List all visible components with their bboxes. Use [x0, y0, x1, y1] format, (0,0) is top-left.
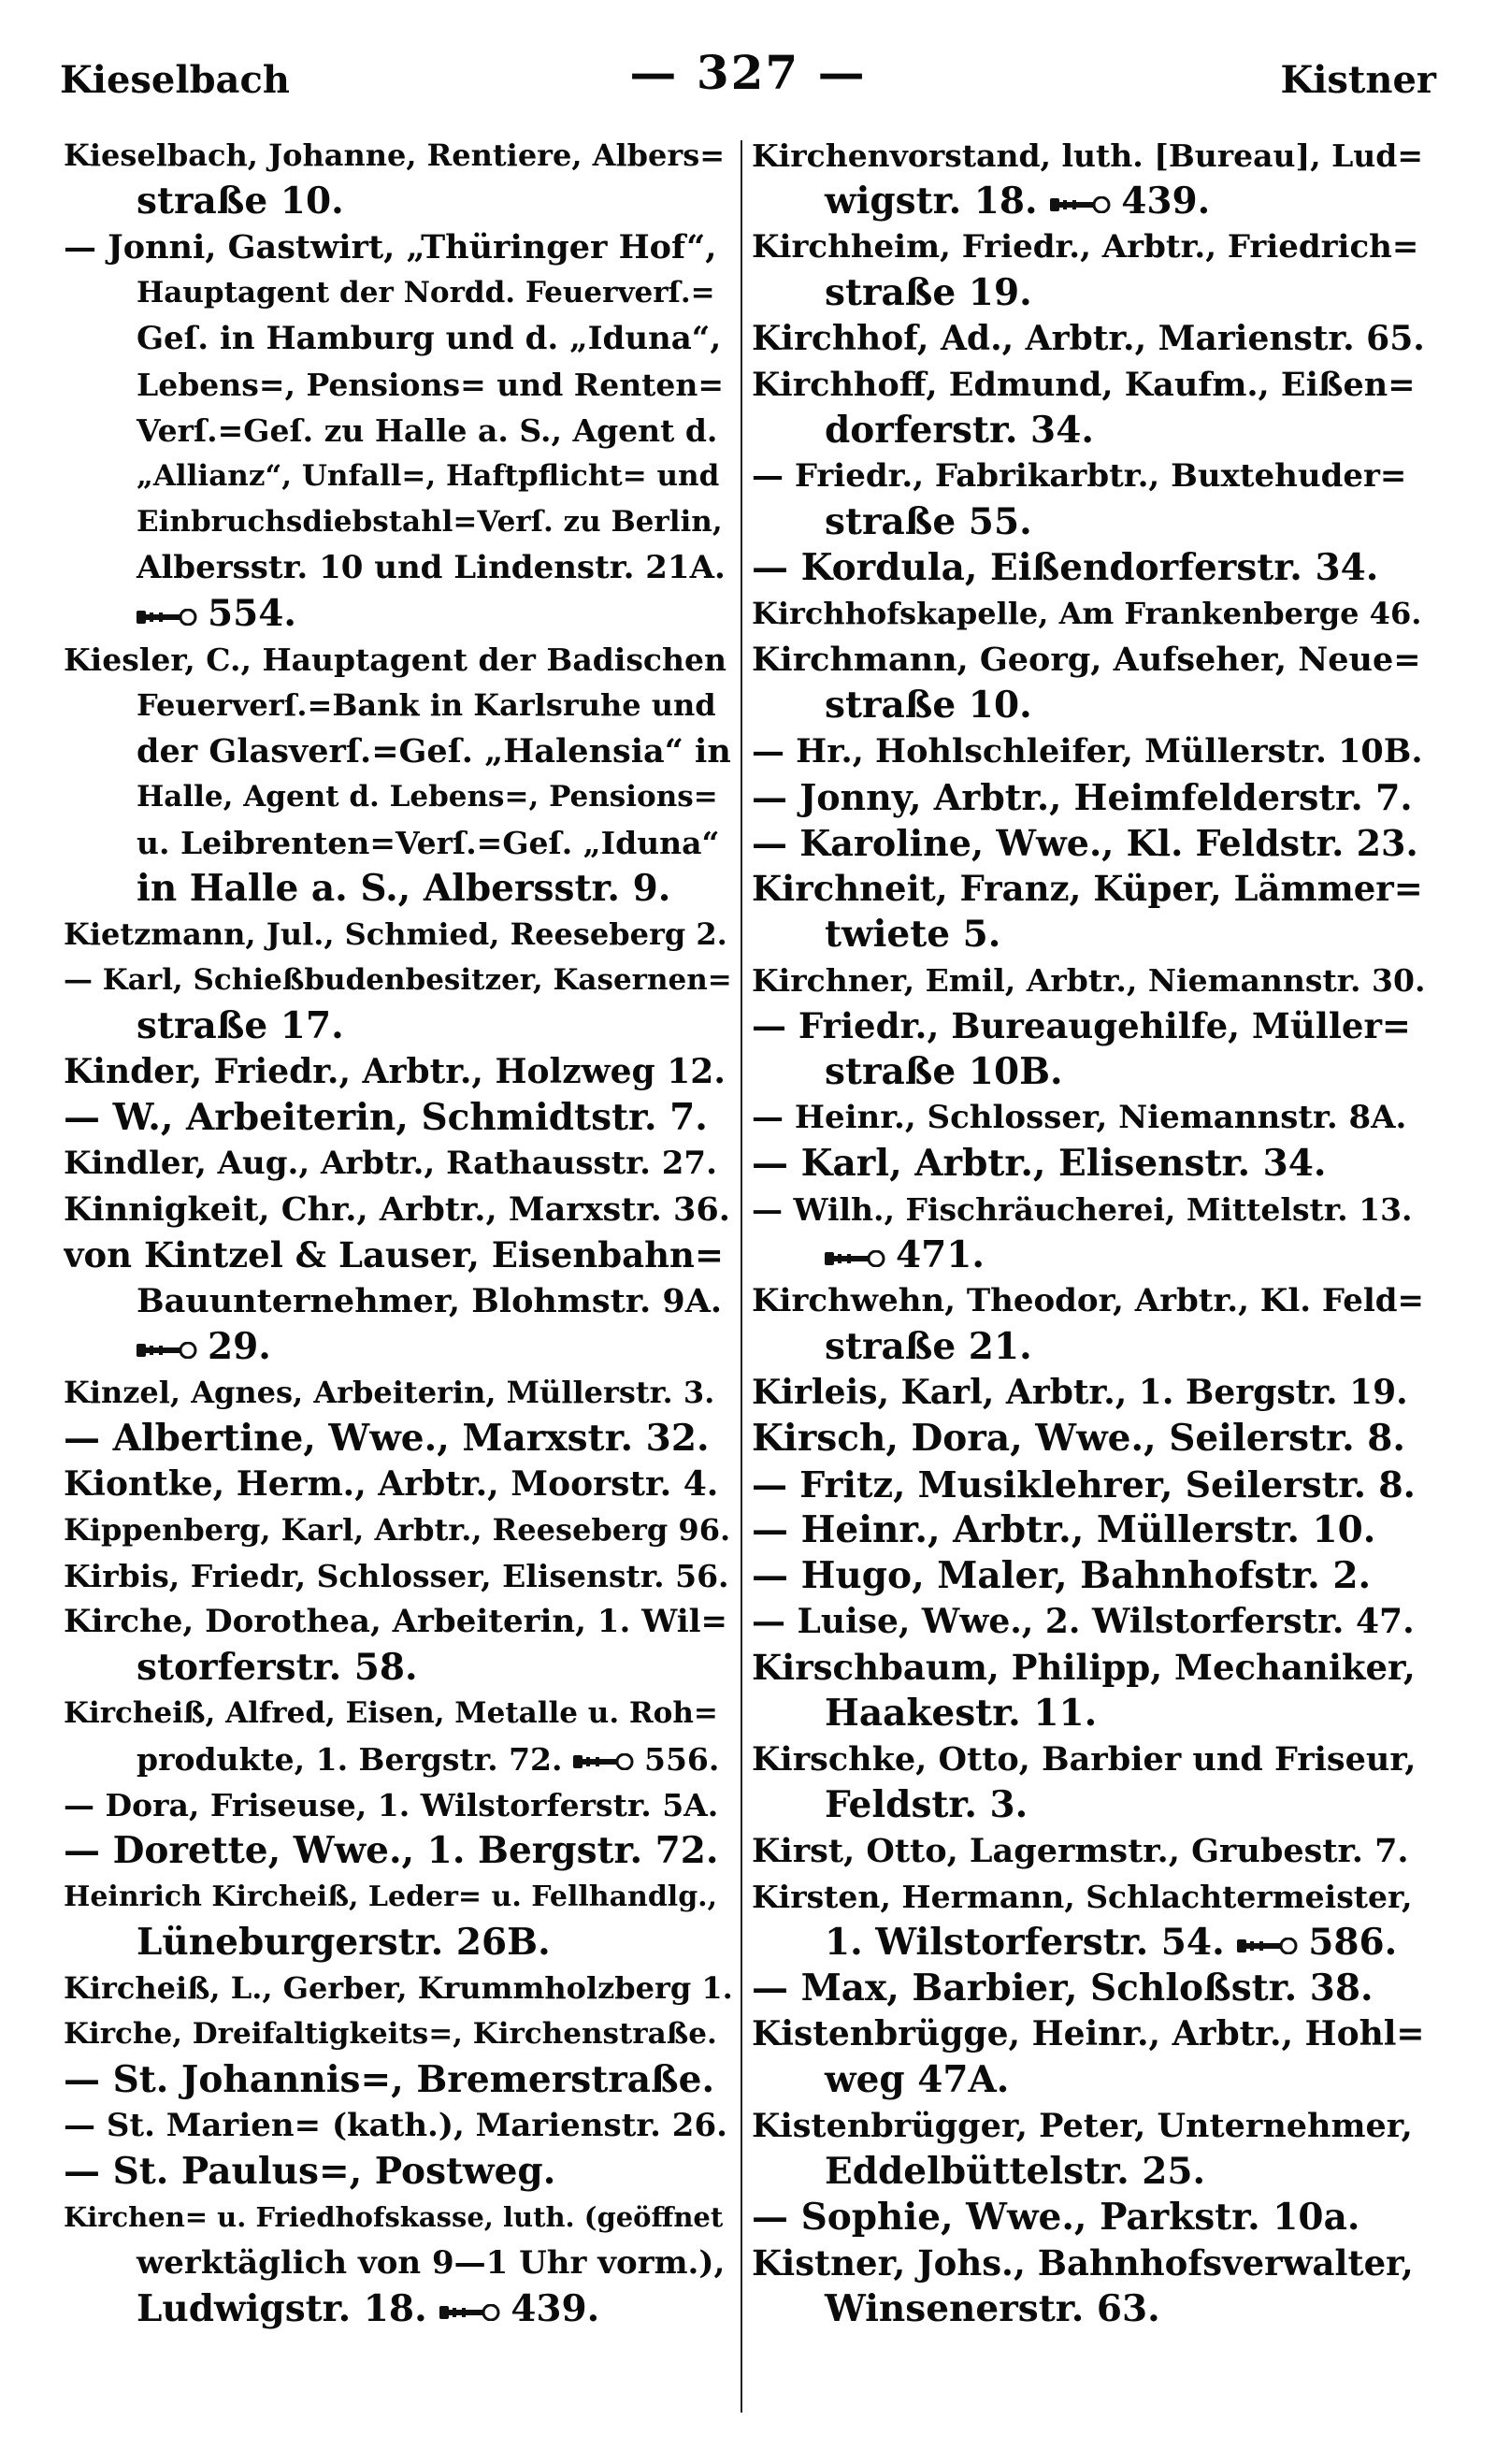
entry-line [752, 2057, 1425, 2103]
entry-line [64, 408, 733, 454]
entry-line [752, 2286, 1425, 2332]
entry-line [752, 866, 1425, 912]
entry-text: Feuerverſ.=Bank in Karlsruhe und [137, 687, 716, 723]
phone-number: 439. [1121, 180, 1211, 223]
entry-text: Kirsten, Hermann, Schlachtermeister, [752, 1879, 1413, 1915]
right-column [752, 133, 1425, 2332]
page-number: — 327 — [629, 45, 867, 100]
entry-line [64, 2241, 733, 2286]
entry-line [64, 591, 733, 637]
entry-text: werktäglich von 9—1 Uhr vorm.), [137, 2244, 726, 2282]
telephone-icon [1050, 196, 1112, 213]
entry-line [64, 224, 733, 270]
entry-text: Kinzel, Agnes, Arbeiterin, Müllerstr. 3. [64, 1375, 715, 1410]
entry-line [752, 1599, 1425, 1645]
entry-text: Kistenbrügger, Peter, Unternehmer, [752, 2107, 1413, 2145]
entry-text: „Allianz“, Unfall=, Haftpflicht= und [137, 459, 720, 493]
entry-line [752, 454, 1425, 499]
entry-line [64, 912, 733, 958]
entry-line [752, 1095, 1425, 1141]
entry-text: — Albertine, Wwe., Marxstr. 32. [64, 1417, 710, 1460]
entry-text: — Karoline, Wwe., Kl. Feldstr. 23. [752, 822, 1418, 864]
entry-text: — Heinr., Schlosser, Niemannstr. 8A. [752, 1099, 1407, 1136]
entry-text: Eddelbüttelstr. 25. [825, 2150, 1206, 2193]
entry-line [752, 1003, 1425, 1049]
entry-line [752, 179, 1425, 224]
entry-text: Kirschke, Otto, Barbier und Friseur, [752, 1740, 1417, 1779]
entry-line [64, 1232, 733, 1278]
entry-line [64, 1691, 733, 1736]
entry-line [64, 1187, 733, 1232]
entry-line [64, 958, 733, 1003]
entry-line [752, 728, 1425, 774]
entry-line [752, 133, 1425, 179]
entry-text: — Jonni, Gastwirt, „Thüringer Hof“, [64, 228, 717, 267]
entry-text: Heinrich Kircheiß, Leder= u. Fellhandlg., [64, 1880, 718, 1913]
entry-text: Kirleis, Karl, Arbtr., 1. Bergstr. 19. [752, 1373, 1408, 1412]
entry-text: Kirchhoff, Edmund, Kaufm., Eißen= [752, 366, 1416, 404]
entry-text: — Hugo, Maler, Bahnhofstr. 2. [752, 1554, 1372, 1597]
entry-text: wigstr. 18. [825, 180, 1038, 223]
entry-line [64, 1782, 733, 1828]
entry-line [752, 683, 1425, 728]
entry-text: Halle, Agent d. Lebens=, Pensions= [137, 780, 718, 814]
entry-line [752, 1645, 1425, 1691]
entry-line [752, 2103, 1425, 2149]
entry-text: Kirbis, Friedr, Schlosser, Elisenstr. 56. [64, 1558, 729, 1594]
entry-line [64, 1736, 733, 1782]
entry-text: — Friedr., Bureaugehilfe, Müller= [752, 1005, 1411, 1046]
entry-line [752, 1187, 1425, 1232]
entry-line [752, 1462, 1425, 1507]
entry-line [752, 1553, 1425, 1599]
entry-text: Kirchen= u. Friedhofskasse, luth. (geöffnet [64, 2201, 724, 2233]
entry-text: Kistner, Johs., Bahnhofsverwalter, [752, 2242, 1414, 2284]
entry-text: Kirchneit, Franz, Küper, Lämmer= [752, 868, 1423, 909]
entry-line [64, 683, 733, 728]
entry-line [64, 637, 733, 683]
entry-line [64, 1049, 733, 1095]
entry-line [752, 2011, 1425, 2057]
entry-text: Kirsch, Dora, Wwe., Seilerstr. 8. [752, 1417, 1405, 1460]
entry-text: straße 17. [137, 1004, 344, 1047]
entry-text: Kircheiß, Alfred, Eisen, Metalle u. Roh= [64, 1696, 718, 1730]
page-header [60, 37, 1436, 112]
entry-text: Kirchwehn, Theodor, Arbtr., Kl. Feld= [752, 1282, 1425, 1319]
entry-line [64, 1462, 733, 1507]
entry-text: 29. [208, 1325, 271, 1368]
entry-text: 471. [896, 1233, 985, 1276]
entry-line [64, 499, 733, 545]
entry-text: twiete 5. [825, 913, 1001, 956]
entry-text: — W., Arbeiterin, Schmidtstr. 7. [64, 1096, 708, 1139]
entry-text: Kirschbaum, Philipp, Mechaniker, [752, 1647, 1416, 1688]
entry-text: — Friedr., Fabrikarbtr., Buxtehuder= [752, 457, 1407, 495]
entry-text: — Karl, Schießbudenbesitzer, Kasernen= [64, 963, 732, 997]
left-column [64, 133, 733, 2332]
entry-line [64, 866, 733, 912]
entry-text: straße 19. [825, 271, 1032, 314]
entry-line [752, 224, 1425, 270]
entry-line [64, 545, 733, 591]
entry-text: — Hr., Hohlschleifer, Müllerstr. 10B. [752, 732, 1423, 771]
entry-text: Kirchhofskapelle, Am Frankenberge 46. [752, 596, 1422, 631]
entry-line [752, 1920, 1425, 1966]
entry-text: 1. Wilstorferstr. 54. [825, 1921, 1225, 1964]
entry-line [64, 1095, 733, 1141]
entry-line [752, 1370, 1425, 1416]
entry-line [64, 1645, 733, 1691]
entry-text: Hauptagent der Nordd. Feuerverſ.= [137, 276, 715, 310]
header-left-keyword: Kieselbach [60, 58, 290, 102]
entry-line [752, 1874, 1425, 1920]
entry-line [64, 1553, 733, 1599]
entry-text: straße 10. [137, 180, 344, 223]
entry-line [64, 820, 733, 866]
entry-line [64, 316, 733, 362]
entry-line [752, 591, 1425, 637]
entry-text: — Kordula, Eißendorferstr. 34. [752, 546, 1379, 589]
entry-text: Kircheiß, L., Gerber, Krummholzberg 1. [64, 1970, 733, 2006]
entry-text: — Dora, Friseuse, 1. Wilstorferstr. 5A. [64, 1787, 719, 1823]
entry-line [752, 1966, 1425, 2011]
entry-line [64, 2011, 733, 2057]
entry-text: Ludwigstr. 18. [137, 2287, 427, 2330]
telephone-icon [137, 1342, 198, 1359]
entry-line [64, 1003, 733, 1049]
entry-line [752, 1416, 1425, 1462]
entry-line [64, 774, 733, 820]
telephone-icon [137, 609, 198, 626]
entry-line [64, 2149, 733, 2195]
telephone-icon [1237, 1938, 1299, 1954]
entry-line [64, 1507, 733, 1553]
entry-text: Kirche, Dreifaltigkeits=, Kirchenstraße. [64, 2017, 717, 2051]
entry-line [752, 1691, 1425, 1736]
entry-text: Kirche, Dorothea, Arbeiterin, 1. Wil= [64, 1603, 728, 1640]
entry-line [752, 1232, 1425, 1278]
entry-text: straße 10B. [825, 1050, 1063, 1093]
entry-line [64, 1599, 733, 1645]
entry-text: Kirchner, Emil, Arbtr., Niemannstr. 30. [752, 962, 1425, 999]
entry-line [752, 637, 1425, 683]
entry-text: — Wilh., Fischräucherei, Mittelstr. 13. [752, 1191, 1413, 1228]
entry-line [752, 270, 1425, 316]
entry-text: Albersstr. 10 und Lindenstr. 21A. [137, 549, 726, 586]
entry-text: Kinder, Friedr., Arbtr., Holzweg 12. [64, 1052, 726, 1091]
entry-text: Kirchhof, Ad., Arbtr., Marienstr. 65. [752, 319, 1425, 358]
entry-line [64, 362, 733, 408]
entry-text: — Luise, Wwe., 2. Wilstorferstr. 47. [752, 1602, 1415, 1641]
entry-line [64, 454, 733, 499]
entry-text: straße 10. [825, 684, 1032, 727]
entry-text: u. Leibrenten=Verſ.=Geſ. „Iduna“ [137, 825, 720, 861]
entry-line [752, 499, 1425, 545]
entry-text: Lebens=, Pensions= und Renten= [137, 367, 725, 403]
entry-line [64, 270, 733, 316]
entry-text: von Kintzel & Lauser, Eisenbahn= [64, 1234, 724, 1275]
entry-line [752, 408, 1425, 454]
entry-text: — Heinr., Arbtr., Müllerstr. 10. [752, 1508, 1376, 1551]
entry-line [752, 2195, 1425, 2241]
entry-text: — Karl, Arbtr., Elisenstr. 34. [752, 1142, 1327, 1185]
entry-line [752, 1782, 1425, 1828]
entry-line [752, 1141, 1425, 1187]
entry-line [752, 1324, 1425, 1370]
entry-line [64, 728, 733, 774]
phone-number: 439. [511, 2287, 600, 2330]
entry-text: Bauunternehmer, Blohmstr. 9A. [137, 1282, 723, 1320]
entry-line [752, 545, 1425, 591]
entry-text: Winsenerstr. 63. [825, 2287, 1160, 2330]
entry-line [64, 1828, 733, 1874]
entry-line [64, 1370, 733, 1416]
entry-line [752, 958, 1425, 1003]
entry-line [752, 1049, 1425, 1095]
entry-text: — Jonny, Arbtr., Heimfelderstr. 7. [752, 776, 1413, 818]
entry-text: Lüneburgerstr. 26B. [137, 1921, 551, 1964]
entry-text: Feldstr. 3. [825, 1783, 1028, 1826]
entry-line [752, 362, 1425, 408]
entry-line [752, 774, 1425, 820]
entry-line [64, 2286, 733, 2332]
entry-text: Einbruchsdiebstahl=Verſ. zu Berlin, [137, 505, 723, 539]
entry-text: Kietzmann, Jul., Schmied, Reeseberg 2. [64, 916, 727, 952]
phone-number: 586. [1308, 1921, 1398, 1964]
entry-text: — St. Marien= (kath.), Marienstr. 26. [64, 2107, 727, 2144]
entry-line [64, 2103, 733, 2149]
entry-text: der Glasverſ.=Geſ. „Halensia“ in [137, 732, 731, 771]
entry-text: Kippenberg, Karl, Arbtr., Reeseberg 96. [64, 1512, 731, 1548]
telephone-icon [573, 1753, 635, 1770]
entry-line [752, 316, 1425, 362]
entry-text: storferstr. 58. [137, 1646, 418, 1689]
entry-text: Kirchmann, Georg, Aufseher, Neue= [752, 641, 1421, 679]
entry-line [64, 2057, 733, 2103]
entry-line [64, 1141, 733, 1187]
entry-text: straße 21. [825, 1325, 1032, 1368]
entry-line [752, 1507, 1425, 1553]
entry-text: — Fritz, Musiklehrer, Seilerstr. 8. [752, 1463, 1416, 1506]
entry-text: Kiesler, C., Hauptagent der Badischen [64, 641, 726, 678]
entry-text: Kistenbrügge, Heinr., Arbtr., Hohl= [752, 2014, 1425, 2053]
entry-text: Kinnigkeit, Chr., Arbtr., Marxstr. 36. [64, 1190, 730, 1229]
entry-text: — Max, Barbier, Schloßstr. 38. [752, 1967, 1374, 2010]
entry-text: Haakestr. 11. [825, 1692, 1098, 1735]
entry-text: in Halle a. S., Albersstr. 9. [137, 867, 671, 910]
entry-text: — Sophie, Wwe., Parkstr. 10a. [752, 2196, 1360, 2239]
entry-text: Kirchenvorstand, luth. [Bureau], Lud= [752, 137, 1424, 174]
entry-text: Kiontke, Herm., Arbtr., Moorstr. 4. [64, 1464, 719, 1504]
entry-line [752, 820, 1425, 866]
entry-text: — St. Johannis=, Bremerstraße. [64, 2058, 715, 2101]
entry-text: — Dorette, Wwe., 1. Bergstr. 72. [64, 1829, 719, 1872]
phone-number: 556. [643, 1741, 720, 1778]
entry-text: Verſ.=Geſ. zu Halle a. S., Agent d. [137, 412, 718, 449]
entry-line [64, 1966, 733, 2011]
entry-text: dorferstr. 34. [825, 409, 1094, 452]
entry-line [64, 1324, 733, 1370]
entry-line [64, 1874, 733, 1920]
header-right-keyword: Kistner [1280, 58, 1436, 102]
entry-text: weg 47A. [825, 2058, 1010, 2101]
entry-line [752, 1828, 1425, 1874]
entry-line [64, 133, 733, 179]
entry-text: — St. Paulus=, Postweg. [64, 2150, 556, 2193]
entry-text: Kirchheim, Friedr., Arbtr., Friedrich= [752, 228, 1419, 266]
entry-line [64, 1278, 733, 1324]
entry-text: Kindler, Aug., Arbtr., Rathausstr. 27. [64, 1145, 717, 1182]
entry-line [752, 1278, 1425, 1324]
entry-line [64, 179, 733, 224]
entry-text: Kirst, Otto, Lagermstr., Grubestr. 7. [752, 1832, 1409, 1870]
entry-text: Kieselbach, Johanne, Rentiere, Albers= [64, 137, 726, 173]
entry-text: straße 55. [825, 500, 1032, 543]
entry-line [752, 2149, 1425, 2195]
entry-text: 554. [208, 592, 296, 635]
entry-line [752, 2241, 1425, 2286]
entry-line [752, 1736, 1425, 1782]
telephone-icon [825, 1250, 886, 1267]
entry-line [64, 2195, 733, 2241]
entry-line [64, 1920, 733, 1966]
entry-line [752, 912, 1425, 958]
telephone-icon [439, 2304, 501, 2321]
entry-text: Geſ. in Hamburg und d. „Iduna“, [137, 320, 722, 357]
entry-text: produkte, 1. Bergstr. 72. [137, 1741, 563, 1778]
column-divider [741, 140, 742, 2413]
entry-line [64, 1416, 733, 1462]
